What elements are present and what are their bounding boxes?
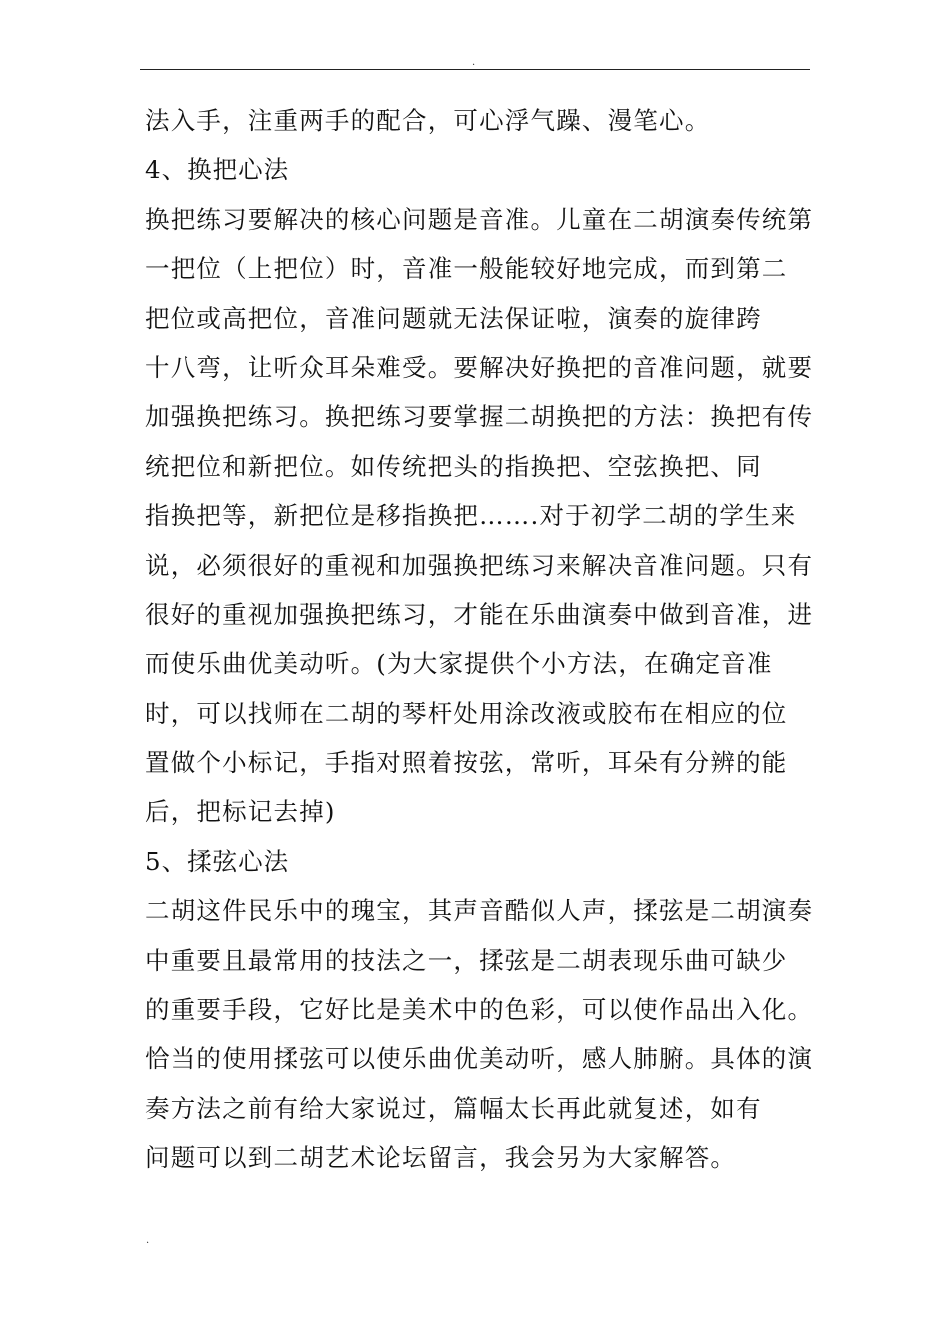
body-line: 二胡这件民乐中的瑰宝，其声音酷似人声，揉弦是二胡演奏 [145, 896, 814, 926]
section-heading: 5、揉弦心法 [145, 846, 290, 876]
body-line: 一把位（上把位）时，音准一般能较好地完成，而到第二 [145, 254, 788, 284]
body-line: 时，可以找师在二胡的琴杆处用涂改液或胶布在相应的位 [145, 698, 788, 728]
body-line: 十八弯，让听众耳朵难受。要解决好换把的音准问题，就要 [145, 352, 814, 382]
body-line: 奏方法之前有给大家说过，篇幅太长再此就复述，如有 [145, 1093, 762, 1123]
body-line: 加强换把练习。换把练习要掌握二胡换把的方法：换把有传 [145, 402, 814, 432]
section-heading: 4、换把心法 [145, 155, 290, 185]
document-body [145, 96, 814, 1183]
header-mark: . [472, 57, 476, 68]
body-line: 后，把标记去掉) [145, 797, 336, 827]
footer-mark: . [146, 1235, 150, 1246]
body-line: 指换把等，新把位是移指换把…….对于初学二胡的学生来 [145, 501, 797, 531]
body-line: 法入手，注重两手的配合，可心浮气躁、漫笔心。 [145, 106, 711, 135]
body-line: 说，必须很好的重视和加强换把练习来解决音准问题。只有 [145, 550, 814, 580]
body-line: 很好的重视加强换把练习，才能在乐曲演奏中做到音准，进 [145, 599, 814, 629]
header-rule [140, 69, 810, 70]
body-line: 中重要且最常用的技法之一，揉弦是二胡表现乐曲可缺少 [145, 945, 788, 975]
body-line: 换把练习要解决的核心问题是音准。儿童在二胡演奏传统第 [145, 204, 814, 234]
body-line: 问题可以到二胡艺术论坛留言，我会另为大家解答。 [145, 1143, 737, 1173]
body-line: 的重要手段，它好比是美术中的色彩，可以使作品出入化。 [145, 995, 814, 1025]
body-line: 置做个小标记，手指对照着按弦，常听，耳朵有分辨的能 [145, 748, 788, 778]
body-line: 恰当的使用揉弦可以使乐曲优美动听，感人肺腑。具体的演 [145, 1044, 814, 1074]
body-line: 统把位和新把位。如传统把头的指换把、空弦换把、同 [145, 451, 762, 481]
body-line: 把位或高把位，音准问题就无法保证啦，演奏的旋律跨 [145, 303, 762, 333]
body-line: 而使乐曲优美动听。(为大家提供个小方法，在确定音准 [145, 649, 773, 679]
